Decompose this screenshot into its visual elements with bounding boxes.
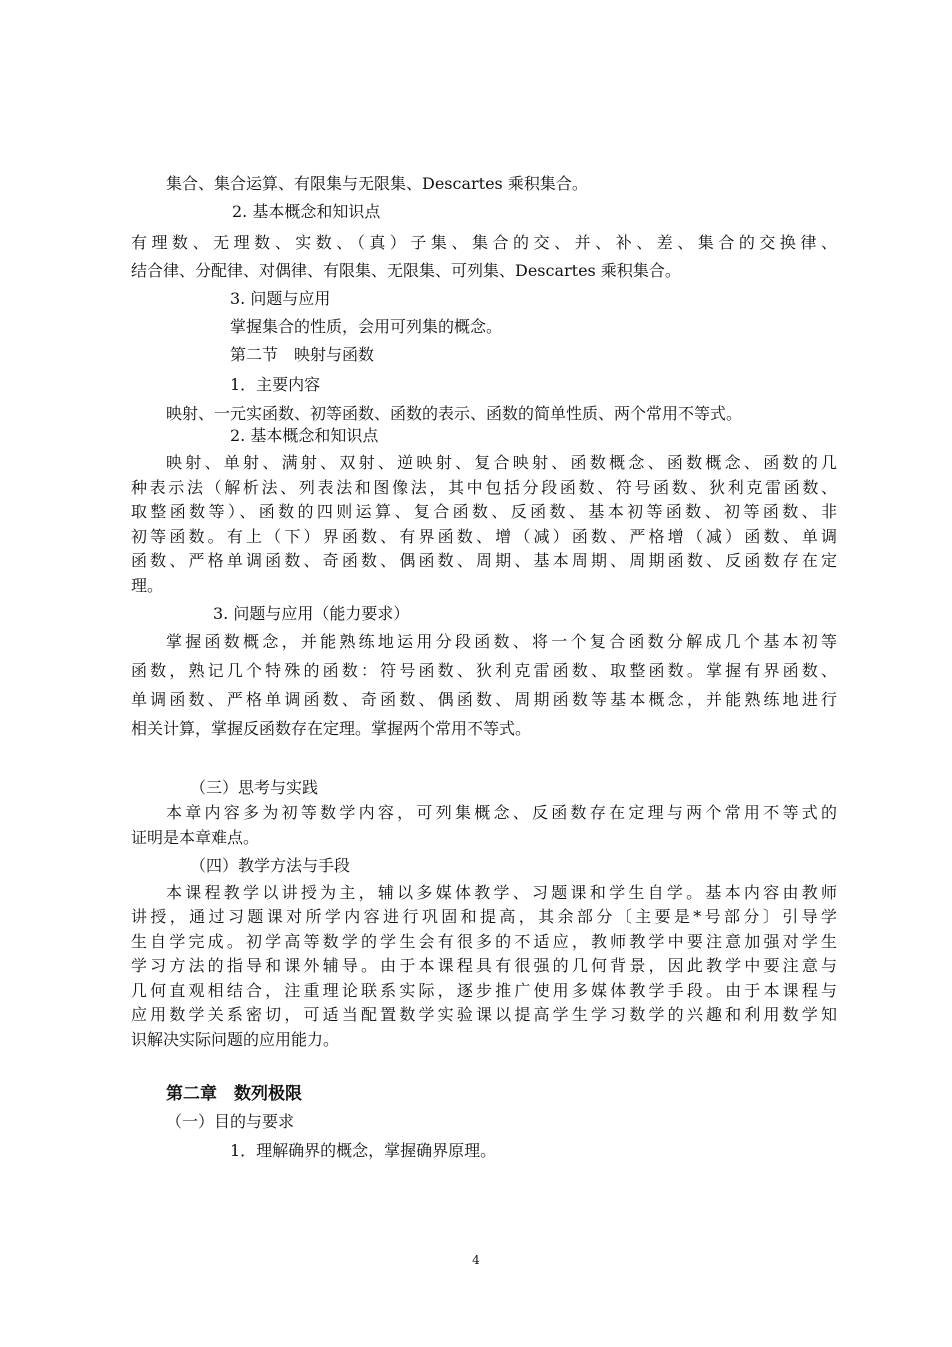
text-line: 证明是本章难点。: [131, 828, 260, 847]
text-line: 掌握集合的性质，会用可列集的概念。: [230, 317, 503, 336]
text-line: 应用数学关系密切，可适当配置数学实验课以提高学生学习数学的兴趣和利用数学知: [131, 1005, 837, 1024]
text-line: 相关计算，掌握反函数存在定理。掌握两个常用不等式。: [131, 719, 532, 738]
text-line: 映射、一元实函数、初等函数、函数的表示、函数的简单性质、两个常用不等式。: [166, 404, 743, 423]
subheading: 3. 问题与应用: [230, 289, 331, 308]
text-line: 讲授，通过习题课对所学内容进行巩固和提高，其余部分〔主要是*号部分〕引导学: [131, 907, 837, 926]
text-line: 本章内容多为初等数学内容，可列集概念、反函数存在定理与两个常用不等式的: [166, 803, 837, 822]
list-item: 1．理解确界的概念，掌握确界原理。: [230, 1141, 497, 1160]
section-heading: （四）教学方法与手段: [190, 856, 351, 875]
text-line: 理。: [131, 576, 164, 595]
subheading: 3. 问题与应用（能力要求）: [213, 604, 410, 623]
page-number: 4: [472, 1253, 480, 1267]
text-line: 结合律、分配律、对偶律、有限集、无限集、可列集、Descartes 乘积集合。: [131, 261, 681, 280]
section-heading: （三）思考与实践: [190, 778, 319, 797]
section-heading: 第二节 映射与函数: [230, 345, 375, 364]
text-line: 映射、单射、满射、双射、逆映射、复合映射、函数概念、函数概念、函数的几: [166, 453, 837, 472]
subheading: 2. 基本概念和知识点: [232, 202, 381, 221]
text-line: 集合、集合运算、有限集与无限集、Descartes 乘积集合。: [166, 174, 588, 193]
text-line: 有理数、无理数、实数、（真）子集、集合的交、并、补、差、集合的交换律、: [131, 233, 837, 252]
text-line: 函数、严格单调函数、奇函数、偶函数、周期、基本周期、周期函数、反函数存在定: [131, 551, 837, 570]
text-line: 学习方法的指导和课外辅导。由于本课程具有很强的几何背景，因此教学中要注意与: [131, 956, 837, 975]
text-line: 取整函数等）、函数的四则运算、复合函数、反函数、基本初等函数、初等函数、非: [131, 502, 837, 521]
text-line: 本课程教学以讲授为主，辅以多媒体教学、习题课和学生自学。基本内容由教师: [166, 883, 837, 902]
subheading: 2. 基本概念和知识点: [230, 426, 379, 445]
subheading: 1．主要内容: [230, 375, 321, 394]
text-line: 识解决实际问题的应用能力。: [131, 1030, 340, 1049]
text-line: 几何直观相结合，注重理论联系实际，逐步推广使用多媒体教学手段。由于本课程与: [131, 981, 837, 1000]
text-line: 单调函数、严格单调函数、奇函数、偶函数、周期函数等基本概念，并能熟练地进行: [131, 690, 837, 709]
chapter-heading: 第二章 数列极限: [166, 1084, 302, 1104]
text-line: 生自学完成。初学高等数学的学生会有很多的不适应，教师教学中要注意加强对学生: [131, 932, 837, 951]
text-line: 掌握函数概念，并能熟练地运用分段函数、将一个复合函数分解成几个基本初等: [166, 632, 837, 651]
text-line: 种表示法（解析法、列表法和图像法，其中包括分段函数、符号函数、狄利克雷函数、: [131, 478, 837, 497]
text-line: 初等函数。有上（下）界函数、有界函数、增（减）函数、严格增（减）函数、单调: [131, 527, 837, 546]
section-heading: （一）目的与要求: [166, 1112, 295, 1131]
text-line: 函数，熟记几个特殊的函数：符号函数、狄利克雷函数、取整函数。掌握有界函数、: [131, 661, 837, 680]
